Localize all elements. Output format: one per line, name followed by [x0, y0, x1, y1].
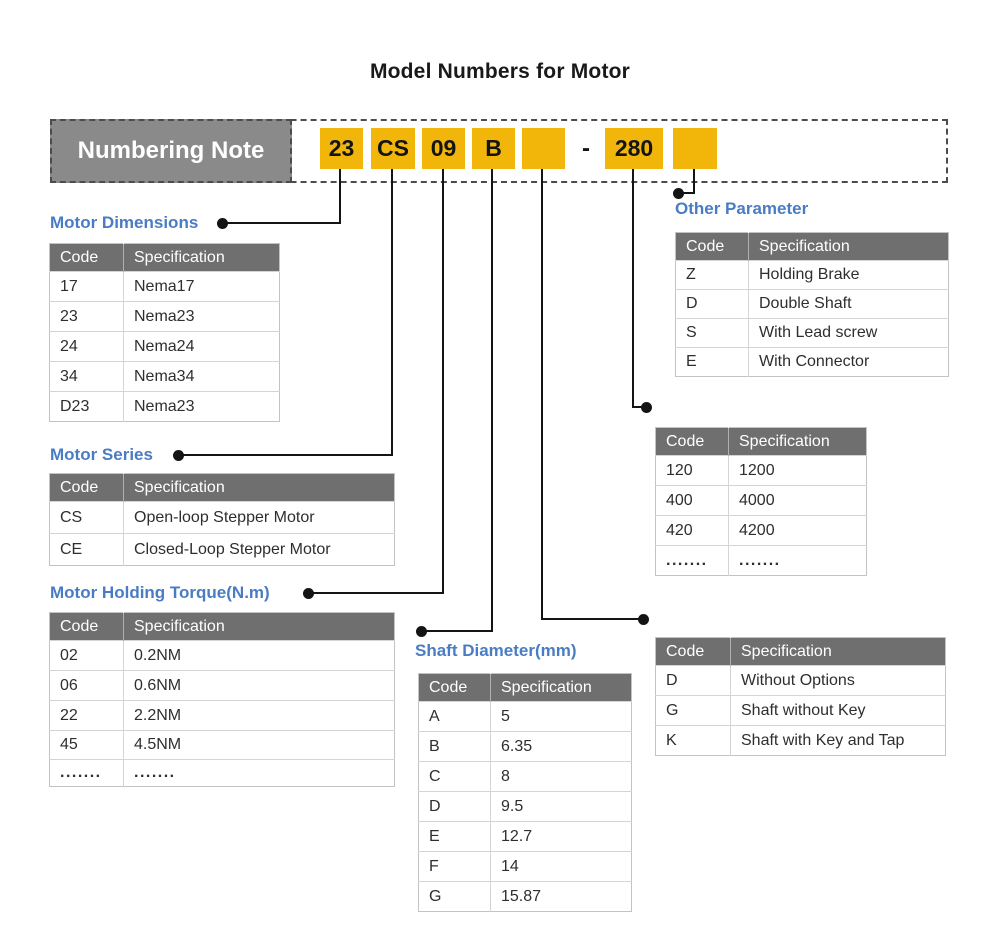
cell-code: 06: [50, 671, 124, 701]
table-row: [419, 702, 632, 732]
cell-code: D: [419, 792, 491, 822]
table-header-row: [656, 638, 946, 666]
connector-line-shaft-options: [542, 618, 643, 620]
table-row: [656, 456, 867, 486]
connector-line-series: [178, 454, 393, 456]
col-header-code: Code: [419, 674, 491, 702]
cell-spec: 0.6NM: [124, 671, 395, 701]
table-row: [50, 534, 395, 566]
code-box-torque: 09: [422, 128, 465, 169]
cell-code: E: [419, 822, 491, 852]
cell-code: F: [419, 852, 491, 882]
cell-spec: 2.2NM: [124, 701, 395, 731]
col-header-spec: Specification: [749, 233, 949, 261]
code-box-other: [673, 128, 717, 169]
cell-code: C: [419, 762, 491, 792]
cell-code: 02: [50, 641, 124, 671]
cell-code: G: [419, 882, 491, 912]
cell-spec: Shaft without Key: [731, 696, 946, 726]
code-box-dimensions: 23: [320, 128, 363, 169]
section-title-motor-series: Motor Series: [50, 445, 153, 464]
table-row: [419, 822, 632, 852]
cell-code: B: [419, 732, 491, 762]
cell-spec: 4200: [729, 516, 867, 546]
cell-spec: Nema34: [124, 362, 280, 392]
numbering-note-label: Numbering Note: [50, 119, 292, 183]
code-box-shaft-diameter: B: [472, 128, 515, 169]
cell-spec: Holding Brake: [749, 261, 949, 290]
cell-spec: 8: [491, 762, 632, 792]
table-row: [656, 546, 867, 576]
cell-code: 120: [656, 456, 729, 486]
cell-code: 420: [656, 516, 729, 546]
table-header-row: [50, 474, 395, 502]
col-header-code: Code: [656, 428, 729, 456]
motor-dimensions-table: [49, 243, 280, 422]
cell-spec: Nema23: [124, 302, 280, 332]
section-title-motor-holding-torque: Motor Holding Torque(N.m): [50, 583, 270, 602]
motor-length-table: [655, 427, 867, 576]
table-row: [656, 696, 946, 726]
cell-code: K: [656, 726, 731, 756]
connector-dot-torque: [303, 588, 314, 599]
col-header-spec: Specification: [731, 638, 946, 666]
connector-line-dimensions: [222, 222, 341, 224]
cell-spec: .......: [124, 760, 395, 787]
table-row: [419, 882, 632, 912]
col-header-spec: Specification: [124, 474, 395, 502]
table-row: [50, 502, 395, 534]
table-row: [50, 641, 395, 671]
col-header-spec: Specification: [491, 674, 632, 702]
table-row: [419, 792, 632, 822]
cell-spec: Closed-Loop Stepper Motor: [124, 534, 395, 566]
cell-spec: Nema24: [124, 332, 280, 362]
connector-line-shaft-options: [541, 169, 543, 620]
col-header-spec: Specification: [124, 613, 395, 641]
cell-spec: With Lead screw: [749, 319, 949, 348]
cell-code: A: [419, 702, 491, 732]
table-row: [676, 319, 949, 348]
connector-dot-length: [641, 402, 652, 413]
cell-spec: With Connector: [749, 348, 949, 377]
cell-spec: 5: [491, 702, 632, 732]
table-row: [419, 762, 632, 792]
cell-spec: Open-loop Stepper Motor: [124, 502, 395, 534]
connector-line-shaft-diameter: [421, 630, 493, 632]
cell-code: 23: [50, 302, 124, 332]
cell-code: CE: [50, 534, 124, 566]
cell-code: E: [676, 348, 749, 377]
cell-code: D: [656, 666, 731, 696]
connector-dot-other: [673, 188, 684, 199]
table-row: [50, 671, 395, 701]
cell-code: S: [676, 319, 749, 348]
table-row: [656, 486, 867, 516]
table-row: [50, 272, 280, 302]
code-box-series: CS: [371, 128, 415, 169]
cell-spec: Without Options: [731, 666, 946, 696]
connector-line-series: [391, 169, 393, 456]
table-row: [676, 290, 949, 319]
table-row: [676, 261, 949, 290]
connector-dot-series: [173, 450, 184, 461]
table-header-row: [419, 674, 632, 702]
other-parameter-table: [675, 232, 949, 377]
section-title-other-parameter: Other Parameter: [675, 199, 809, 218]
motor-holding-torque-table: [49, 612, 395, 787]
table-row: [50, 701, 395, 731]
col-header-code: Code: [50, 613, 124, 641]
cell-spec: Nema17: [124, 272, 280, 302]
cell-code: 22: [50, 701, 124, 731]
cell-code: 34: [50, 362, 124, 392]
connector-line-length: [632, 169, 634, 408]
cell-code: 400: [656, 486, 729, 516]
connector-dot-shaft-diameter: [416, 626, 427, 637]
cell-code: D23: [50, 392, 124, 422]
cell-spec: 1200: [729, 456, 867, 486]
motor-series-table: [49, 473, 395, 566]
cell-spec: 6.35: [491, 732, 632, 762]
code-separator: -: [582, 134, 590, 162]
table-row: [50, 302, 280, 332]
table-row: [50, 760, 395, 787]
table-header-row: [50, 244, 280, 272]
connector-dot-dimensions: [217, 218, 228, 229]
cell-code: .......: [656, 546, 729, 576]
cell-spec: Nema23: [124, 392, 280, 422]
shaft-diameter-table: [418, 673, 632, 912]
page-title: Model Numbers for Motor: [369, 60, 631, 83]
code-box-shaft-options: [522, 128, 565, 169]
connector-dot-shaft-options: [638, 614, 649, 625]
cell-spec: 12.7: [491, 822, 632, 852]
col-header-code: Code: [656, 638, 731, 666]
shaft-options-table: [655, 637, 946, 756]
cell-code: D: [676, 290, 749, 319]
section-title-motor-dimensions: Motor Dimensions: [50, 213, 199, 232]
table-row: [419, 852, 632, 882]
connector-line-shaft-diameter: [491, 169, 493, 632]
col-header-code: Code: [50, 474, 124, 502]
table-row: [419, 732, 632, 762]
cell-code: CS: [50, 502, 124, 534]
table-header-row: [676, 233, 949, 261]
cell-code: 24: [50, 332, 124, 362]
cell-spec: 0.2NM: [124, 641, 395, 671]
cell-code: 45: [50, 731, 124, 760]
section-title-shaft-diameter: Shaft Diameter(mm): [415, 641, 577, 660]
cell-code: .......: [50, 760, 124, 787]
table-row: [50, 392, 280, 422]
table-row: [50, 731, 395, 760]
table-row: [656, 516, 867, 546]
cell-spec: 9.5: [491, 792, 632, 822]
connector-line-torque: [308, 592, 444, 594]
connector-line-dimensions: [339, 169, 341, 224]
cell-spec: 4000: [729, 486, 867, 516]
col-header-code: Code: [676, 233, 749, 261]
table-row: [656, 666, 946, 696]
connector-line-torque: [442, 169, 444, 594]
cell-spec: Double Shaft: [749, 290, 949, 319]
col-header-spec: Specification: [124, 244, 280, 272]
table-header-row: [656, 428, 867, 456]
cell-spec: Shaft with Key and Tap: [731, 726, 946, 756]
code-box-length: 280: [605, 128, 663, 169]
col-header-spec: Specification: [729, 428, 867, 456]
col-header-code: Code: [50, 244, 124, 272]
cell-code: G: [656, 696, 731, 726]
table-row: [50, 332, 280, 362]
cell-spec: 14: [491, 852, 632, 882]
table-row: [50, 362, 280, 392]
cell-spec: 15.87: [491, 882, 632, 912]
table-row: [676, 348, 949, 377]
cell-spec: .......: [729, 546, 867, 576]
cell-code: Z: [676, 261, 749, 290]
cell-spec: 4.5NM: [124, 731, 395, 760]
table-row: [656, 726, 946, 756]
cell-code: 17: [50, 272, 124, 302]
connector-line-other: [693, 169, 695, 194]
table-header-row: [50, 613, 395, 641]
